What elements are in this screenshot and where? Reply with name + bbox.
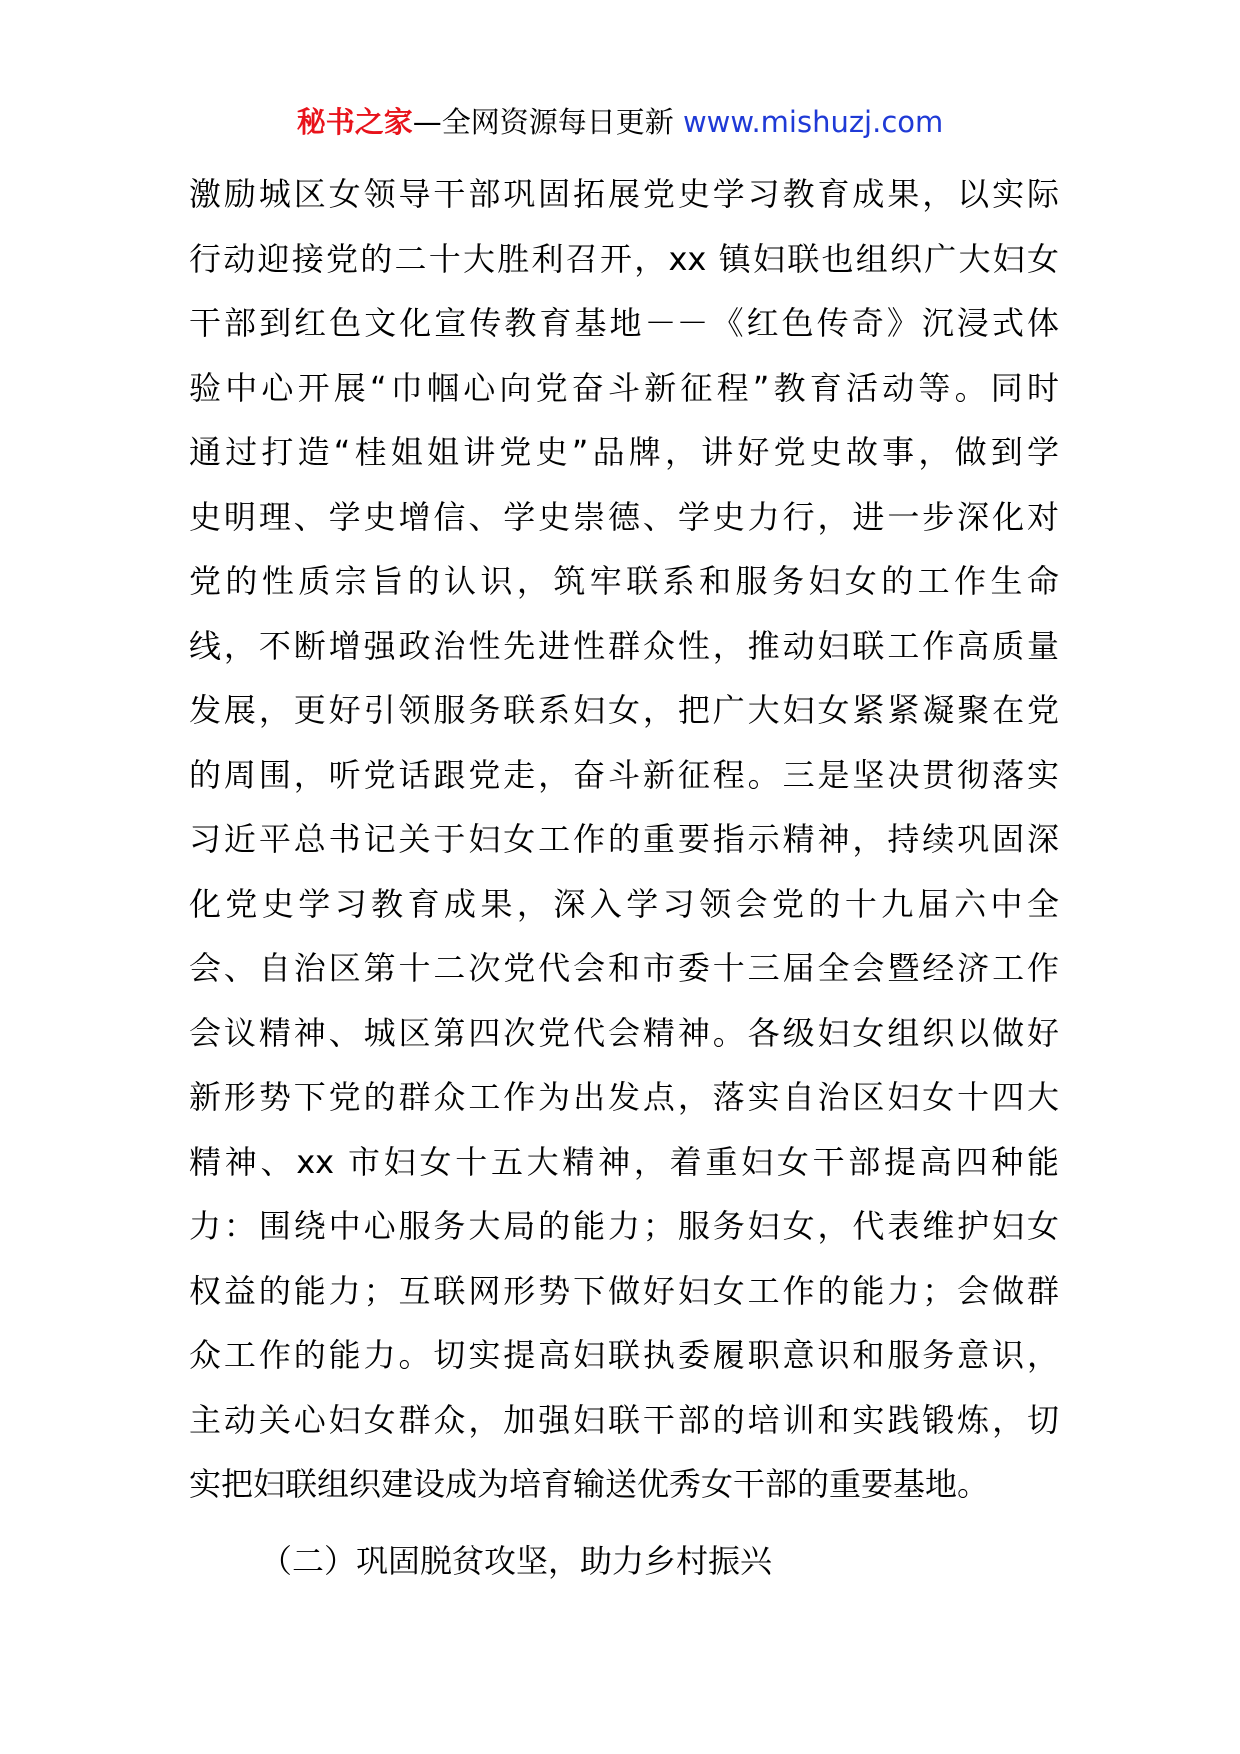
paragraph-line: 主动关心妇女群众，加强妇联干部的培训和实践锻炼，切 <box>189 1400 1059 1439</box>
paragraph-line: 行动迎接党的二十大胜利召开，xx 镇妇联也组织广大妇女 <box>189 239 1059 278</box>
body-paragraph <box>189 162 1059 1517</box>
paragraph-line: 验中心开展“巾帼心向党奋斗新征程”教育活动等。同时 <box>189 368 1059 407</box>
paragraph-line: 精神、xx 市妇女十五大精神，着重妇女干部提高四种能 <box>189 1142 1059 1181</box>
paragraph-line: 干部到红色文化宣传教育基地－－《红色传奇》沉浸式体 <box>189 304 1059 342</box>
paragraph-line: 线，不断增强政治性先进性群众性，推动妇联工作高质量 <box>189 626 1059 665</box>
paragraph-line: 化党史学习教育成果，深入学习领会党的十九届六中全 <box>189 884 1059 923</box>
paragraph-line: 发展，更好引领服务联系妇女，把广大妇女紧紧凝聚在党 <box>189 691 1059 729</box>
paragraph-line: 实把妇联组织建设成为培育输送优秀女干部的重要基地。 <box>189 1465 990 1503</box>
paragraph-line: 新形势下党的群众工作为出发点，落实自治区妇女十四大 <box>189 1078 1059 1116</box>
paragraph-line: 会议精神、城区第四次党代会精神。各级妇女组织以做好 <box>189 1013 1059 1052</box>
paragraph-line: 习近平总书记关于妇女工作的重要指示精神，持续巩固深 <box>189 820 1059 858</box>
paragraph-line: 史明理、学史增信、学史崇德、学史力行，进一步深化对 <box>189 497 1059 536</box>
paragraph-line: 激励城区女领导干部巩固拓展党史学习教育成果，以实际 <box>189 175 1059 213</box>
paragraph-line: 力：围绕中心服务大局的能力；服务妇女，代表维护妇女 <box>189 1207 1059 1245</box>
header-slogan: —全网资源每日更新 <box>412 105 674 139</box>
paragraph-line: 众工作的能力。切实提高妇联执委履职意识和服务意识， <box>189 1336 1059 1374</box>
brand-name: 秘书之家 <box>296 105 413 139</box>
paragraph-line: 的周围，听党话跟党走，奋斗新征程。三是坚决贯彻落实 <box>189 755 1059 794</box>
paragraph-line: 党的性质宗旨的认识，筑牢联系和服务妇女的工作生命 <box>189 562 1059 600</box>
site-url-link[interactable]: www.mishuzj.com <box>682 105 944 139</box>
site-header <box>0 100 1240 144</box>
paragraph-line: 会、自治区第十二次党代会和市委十三届全会暨经济工作 <box>189 949 1059 987</box>
section-heading: （二）巩固脱贫攻坚，助力乡村振兴 <box>260 1542 773 1580</box>
paragraph-line: 权益的能力；互联网形势下做好妇女工作的能力；会做群 <box>189 1271 1059 1310</box>
paragraph-line: 通过打造“桂姐姐讲党史”品牌，讲好党史故事，做到学 <box>189 433 1059 471</box>
